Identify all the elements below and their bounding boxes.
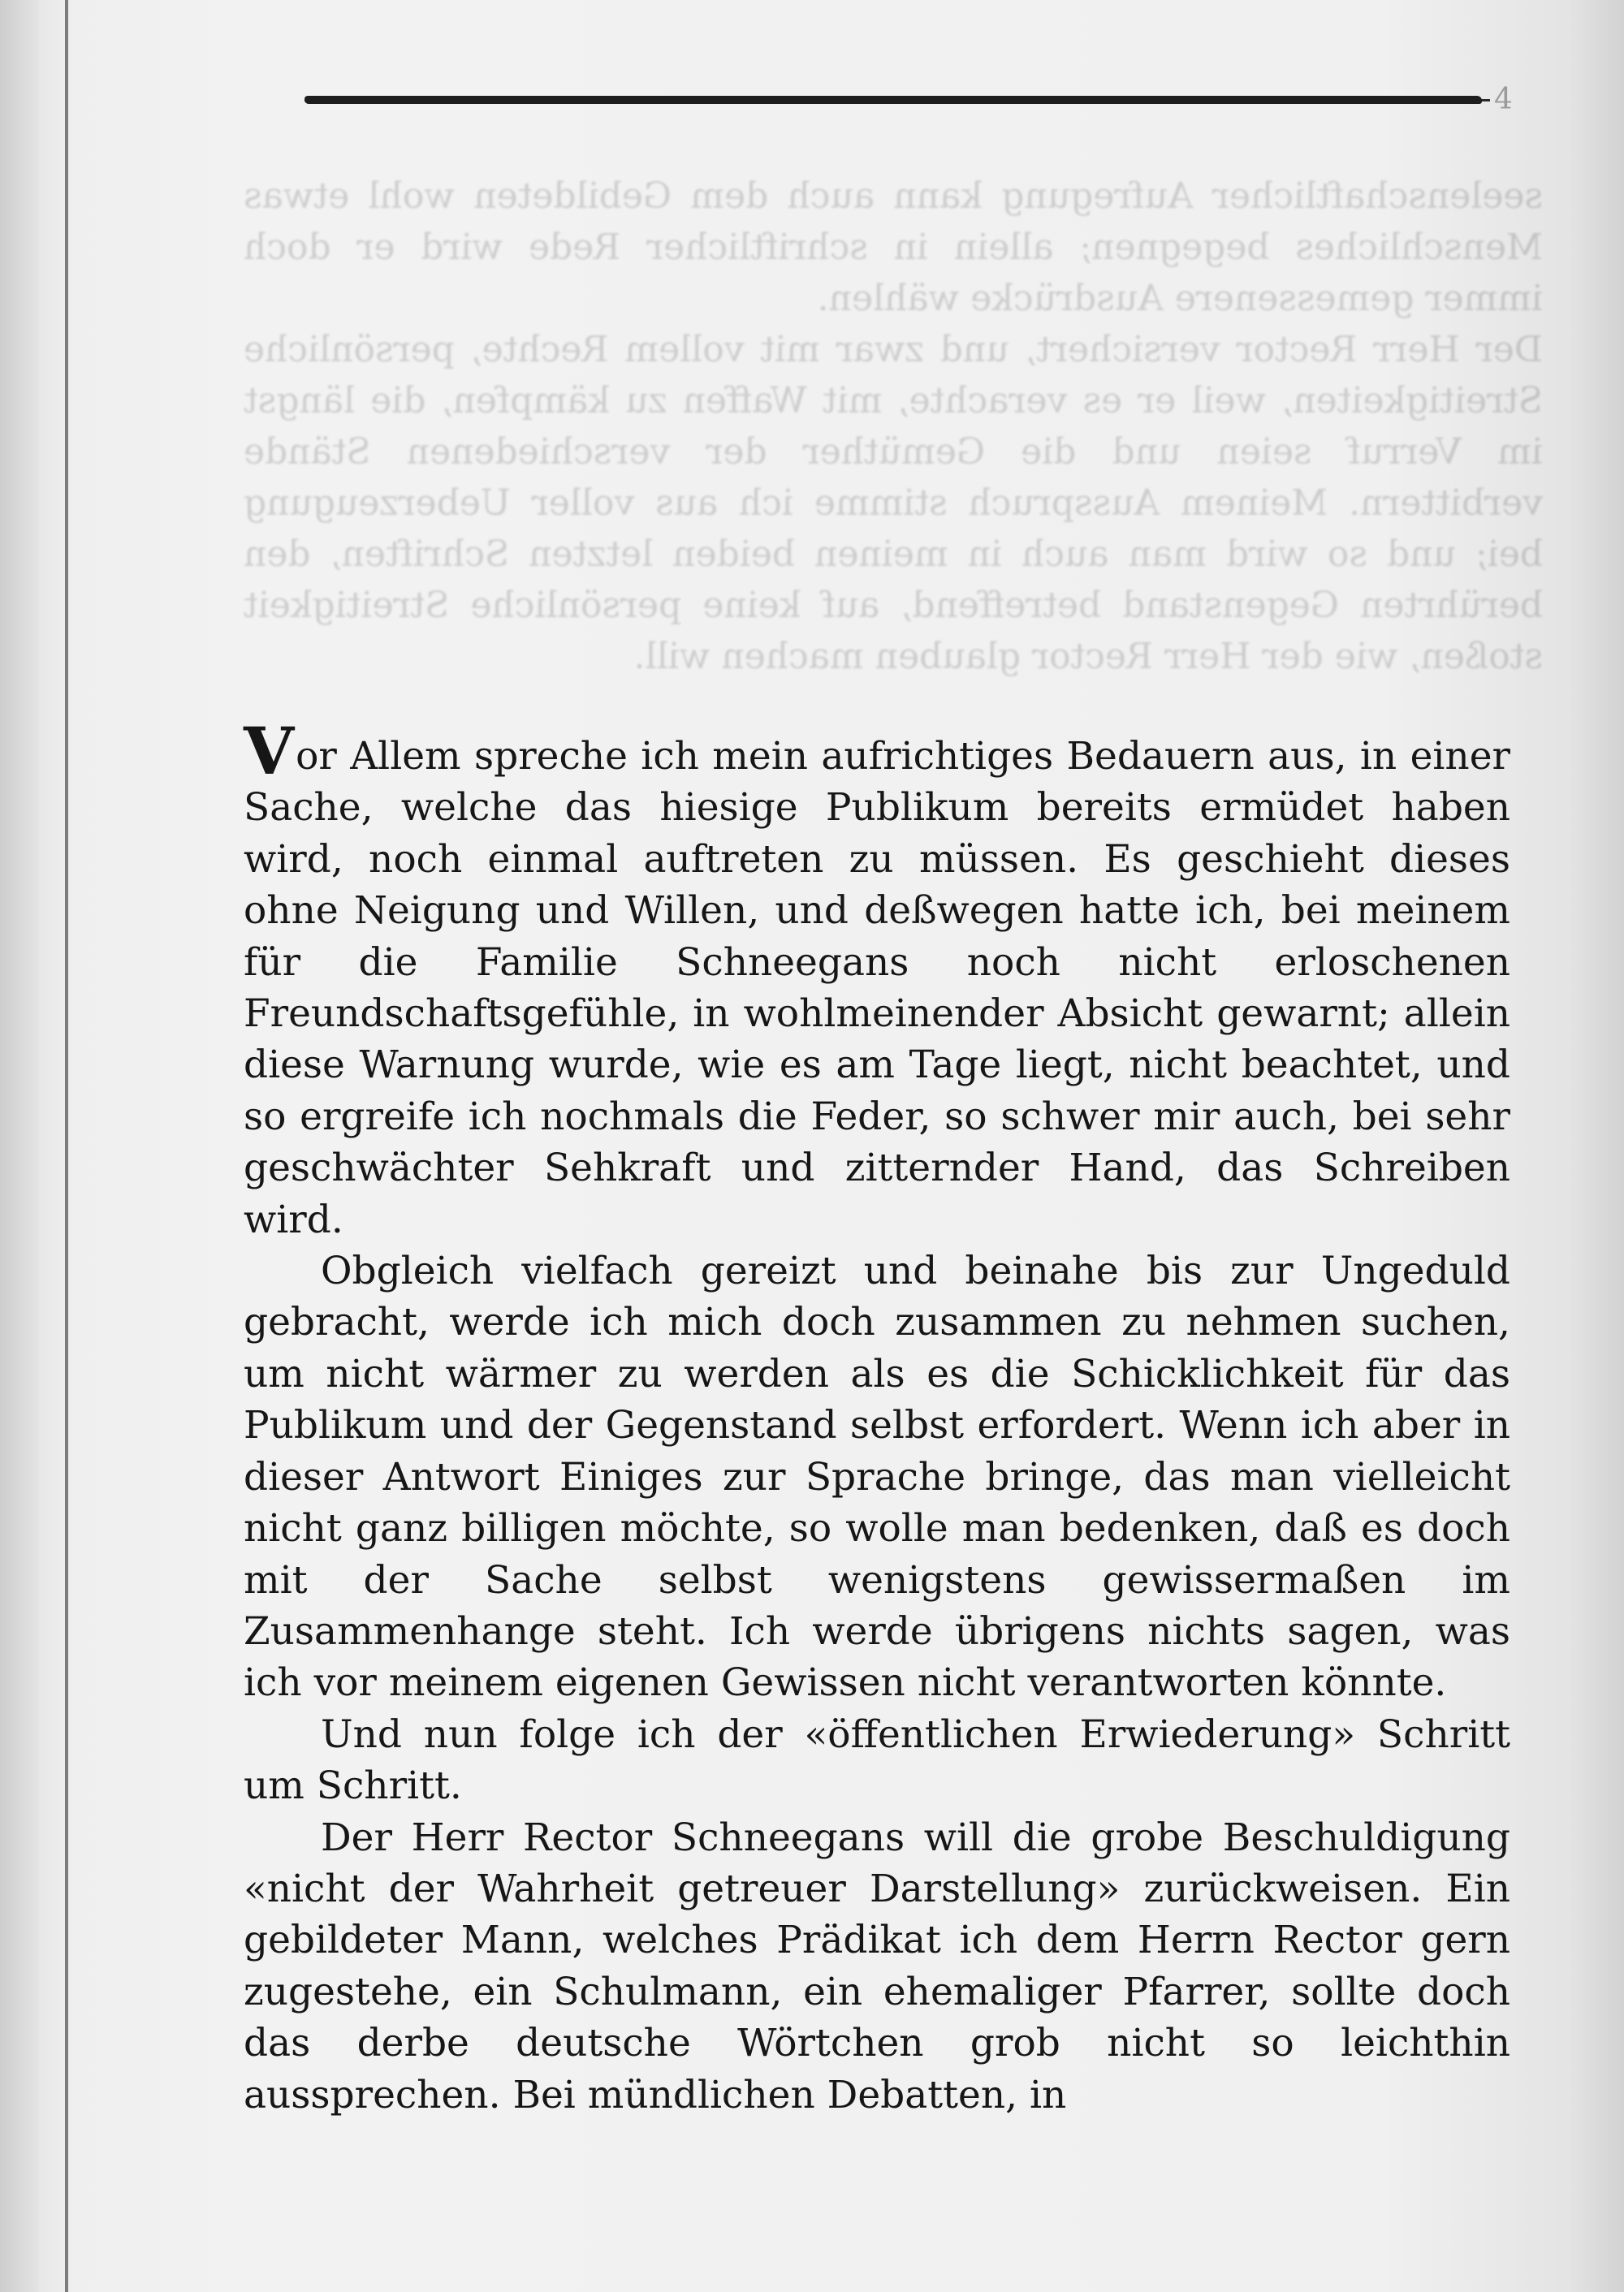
paragraph-4: Der Herr Rector Schneegans will die grobe Beschuldigung «nicht der Wahrheit getreuer Darstellung» zurückweisen. Ein gebildeter Mann, welches Prädikat ich dem Herrn Rector gern zugestehe, ein Schulmann, ein ehemaliger Pfarrer, sollte doch das derbe deutsche Wörtchen grob nicht so leichthin aussprechen. Bei mündlichen Debatten, in [244,1815,1510,2117]
drop-cap: V [244,713,295,789]
gutter-line [65,0,68,2292]
paragraph-3: Und nun folge ich der «öffentlichen Erwiederung» Schritt um Schritt. [244,1711,1510,1809]
page-edge-shadow [0,0,39,2292]
paragraph-2: Obgleich vielfach gereizt und beinahe bis zur Ungeduld gebracht, werde ich mich doch zusammen zu nehmen suchen, um nicht wärmer zu werden als es die Schicklichkeit für das Publikum und der Gegenstand selbst erfordert. Wenn ich aber in dieser Antwort Einiges zur Sprache bringe, das man vielleicht nicht ganz billigen möchte, so wolle man bedenken, daß es doch mit der Sache selbst wenigstens gewissermaßen im Zusammenhange steht. Ich werde übrigens nichts sagen, was ich vor meinem eigenen Gewissen nicht verantworten könnte. [244,1249,1510,1706]
paragraph-1-text: or Allem spreche ich mein aufrichtiges Bedauern aus, in einer Sache, welche das hiesige Publikum bereits ermüdet haben wird, noch einmal auftreten zu müssen. Es geschieht dieses ohne Neigung und Willen, und deßwegen hatte ich, bei meinem für die Familie Schneegans noch nicht erloschenen Freundschaftsgefühle, in wohlmeinender Absicht gewarnt; allein diese Warnung wurde, wie es am Tage liegt, nicht beachtet, und so ergreife ich nochmals die Feder, so schwer mir auch, bei sehr geschwächter Sehkraft und zitternder Hand, das Schreiben wird. [244,734,1510,1242]
header-rule [304,96,1482,104]
paragraph-1 [244,713,1510,1245]
bleed-through-text: seelenschaftlicher Aufregung kann auch dem Gebildeten wohl etwas Menschliches begegnen; allein in schriftlicher Rede wird er doch immer gemessenere Ausdrücke wählen. Der Herr Rector versichert, und zwar mit vollem Rechte, persönliche Streitigkeiten, weil er es verachte, mit Waffen zu kämpfen, die längst im Verruf seien und die Gemüther der verschiedenen Stände verbittern. Meinem Ausspruch stimme ich aus voller Ueberzeugung bei; und so wird man auch in meinen beiden letzten Schriften, den berührten Gegenstand betreffend, auf keine persönliche Streitigkeit stoßen, wie der Herr Rector glauben machen will. [244,175,1543,677]
body-text [244,713,1510,2121]
page-number: 4 [1494,83,1513,116]
